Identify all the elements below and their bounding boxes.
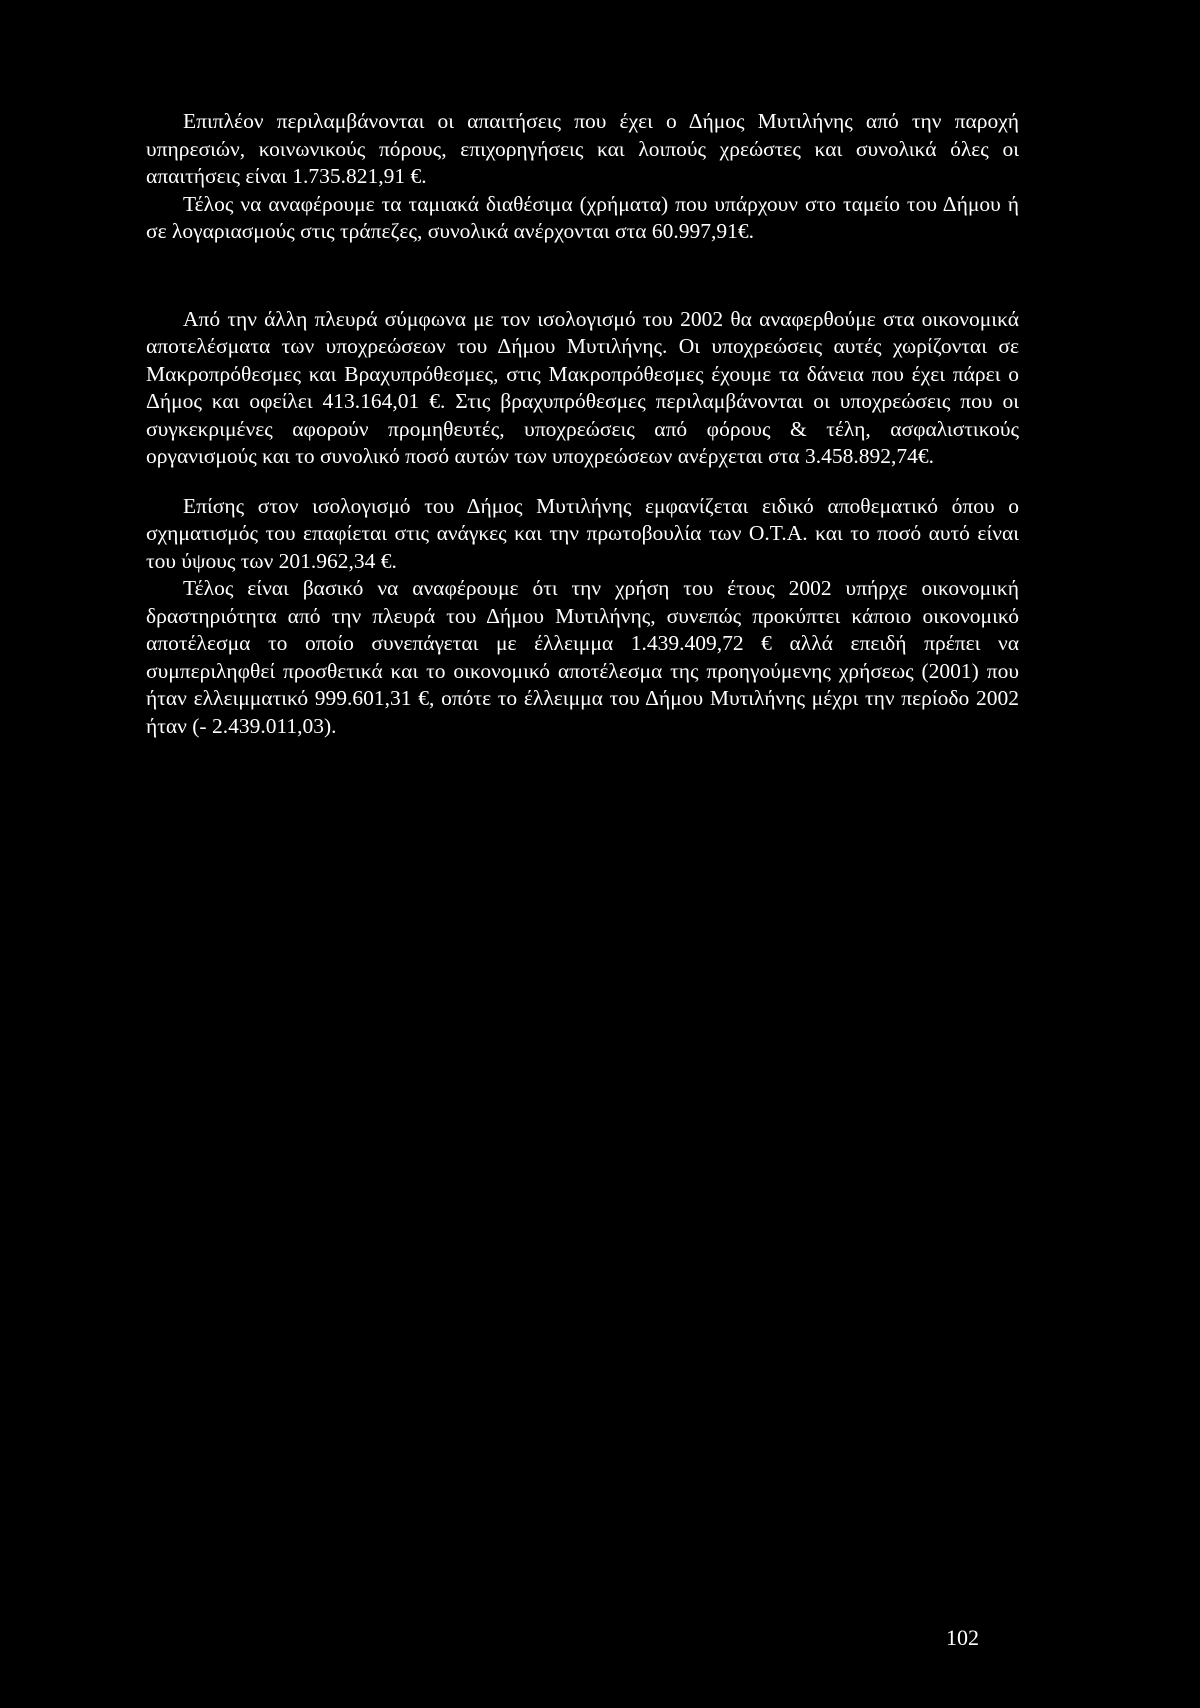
document-body: [146, 108, 1019, 740]
paragraph-deficit: Τέλος είναι βασικό να αναφέρουμε ότι την χρήση του έτους 2002 υπήρχε οικονομική δραστηριότητα από την πλευρά του Δήμου Μυτιλήνης, συνεπώς προκύπτει κάποιο οικονομικό αποτέλεσμα το οποίο συνεπάγεται με έλλειμμα 1.439.409,72 € αλλά επειδή πρέπει να συμπεριληφθεί προσθετικά και το οικονομικό αποτέλεσμα της προηγούμενης χρήσεως (2001) που ήταν ελλειμματικό 999.601,31 €, οπότε το έλλειμμα του Δήμου Μυτιλήνης μέχρι την περίοδο 2002 ήταν (- 2.439.011,03).: [146, 576, 1019, 738]
paragraph-liabilities: Από την άλλη πλευρά σύμφωνα με τον ισολογισμό του 2002 θα αναφερθούμε στα οικονομικά αποτελέσματα των υποχρεώσεων του Δήμου Μυτιλήνης. Οι υποχρεώσεις αυτές χωρίζονται σε Μακροπρόθεσμες και Βραχυπρόθεσμες, στις Μακροπρόθεσμες έχουμε τα δάνεια που έχει πάρει ο Δήμος και οφείλει 413.164,01 €. Στις βραχυπρόθεσμες περιλαμβάνονται οι υποχρεώσεις που οι συγκεκριμένες αφορούν προμηθευτές, υποχρεώσεις από φόρους & τέλη, ασφαλιστικούς οργανισμούς και το συνολικό ποσό αυτών των υποχρεώσεων ανέρχεται στα 3.458.892,74€.: [146, 306, 1019, 468]
paragraph-cash: Τέλος να αναφέρουμε τα ταμιακά διαθέσιμα (χρήματα) που υπάρχουν στο ταμείο του Δήμου ή σε λογαριασμούς στις τράπεζες, συνολικά ανέρχονται στα 60.997,91€.: [146, 191, 1019, 243]
paragraph-reserve: Επίσης στον ισολογισμό του Δήμος Μυτιλήνης εμφανίζεται ειδικό αποθεματικό όπου ο σχηματισμός του επαφίεται στις ανάγκες και την πρωτοβουλία των Ο.Τ.Α. και το ποσό αυτό είναι του ύψους των 201.962,34 €.: [146, 493, 1019, 573]
paragraph-receivables: Επιπλέον περιλαμβάνονται οι απαιτήσεις που έχει ο Δήμος Μυτιλήνης από την παροχή υπηρεσιών, κοινωνικούς πόρους, επιχορηγήσεις και λοιπούς χρεώστες και συνολικά όλες οι απαιτήσεις είναι 1.735.821,91 €.: [146, 109, 1019, 188]
page-number: 102: [946, 1625, 979, 1650]
